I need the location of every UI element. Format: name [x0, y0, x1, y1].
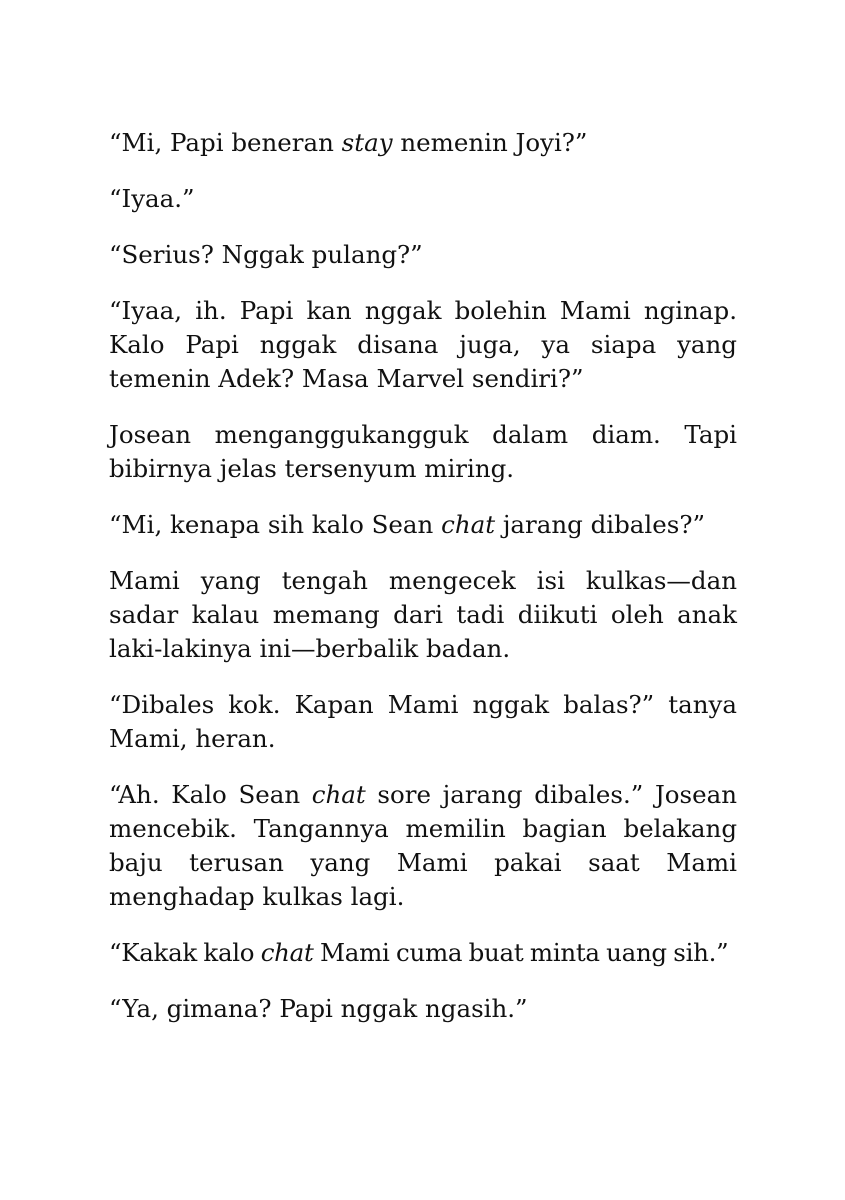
paragraph-1 [109, 126, 737, 160]
paragraph-8 [109, 688, 737, 756]
paragraph-10 [109, 936, 737, 970]
paragraph-9-italic-chat: chat [311, 780, 366, 809]
paragraph-9-text-1: “Ah. Kalo Sean [109, 780, 312, 809]
paragraph-4 [109, 294, 737, 396]
paragraph-5-text: Josean menganggukangguk dalam diam. Tapi bibirnya jelas tersenyum miring. [109, 420, 737, 483]
paragraph-4-text: “Iyaa, ih. Papi kan nggak bolehin Mami nginap. Kalo Papi nggak disana juga, ya siapa yang temenin Adek? Masa Marvel sendiri?” [109, 296, 737, 393]
document-page [109, 126, 737, 1048]
paragraph-1-italic-stay: stay [341, 128, 393, 157]
paragraph-10-text-2: Mami cuma buat minta uang sih.” [313, 938, 729, 967]
paragraph-9-text-2: sore jarang dibales.” Josean mencebik. Tangannya memilin bagian belakang baju terusan yang Mami pakai saat Mami menghadap kulkas lagi. [109, 780, 737, 911]
paragraph-1-text-2: nemenin Joyi?” [392, 128, 588, 157]
paragraph-10-italic-chat: chat [260, 938, 314, 967]
paragraph-1-text-1: “Mi, Papi beneran [109, 128, 342, 157]
paragraph-6-italic-chat: chat [441, 510, 496, 539]
paragraph-7-text: Mami yang tengah mengecek isi kulkas—dan sadar kalau memang dari tadi diikuti oleh anak laki-lakinya ini—berbalik badan. [109, 566, 737, 663]
paragraph-5 [109, 418, 737, 486]
paragraph-11 [109, 992, 737, 1026]
paragraph-3-text: “Serius? Nggak pulang?” [109, 240, 423, 269]
paragraph-10-text-1: “Kakak kalo [109, 938, 261, 967]
paragraph-6 [109, 508, 737, 542]
paragraph-9 [109, 778, 737, 914]
paragraph-2 [109, 182, 737, 216]
paragraph-2-text: “Iyaa.” [109, 184, 195, 213]
paragraph-3 [109, 238, 737, 272]
paragraph-8-text: “Dibales kok. Kapan Mami nggak balas?” tanya Mami, heran. [109, 690, 737, 753]
paragraph-6-text-1: “Mi, kenapa sih kalo Sean [109, 510, 442, 539]
paragraph-6-text-2: jarang dibales?” [495, 510, 705, 539]
paragraph-7 [109, 564, 737, 666]
paragraph-11-text: “Ya, gimana? Papi nggak ngasih.” [109, 994, 528, 1023]
